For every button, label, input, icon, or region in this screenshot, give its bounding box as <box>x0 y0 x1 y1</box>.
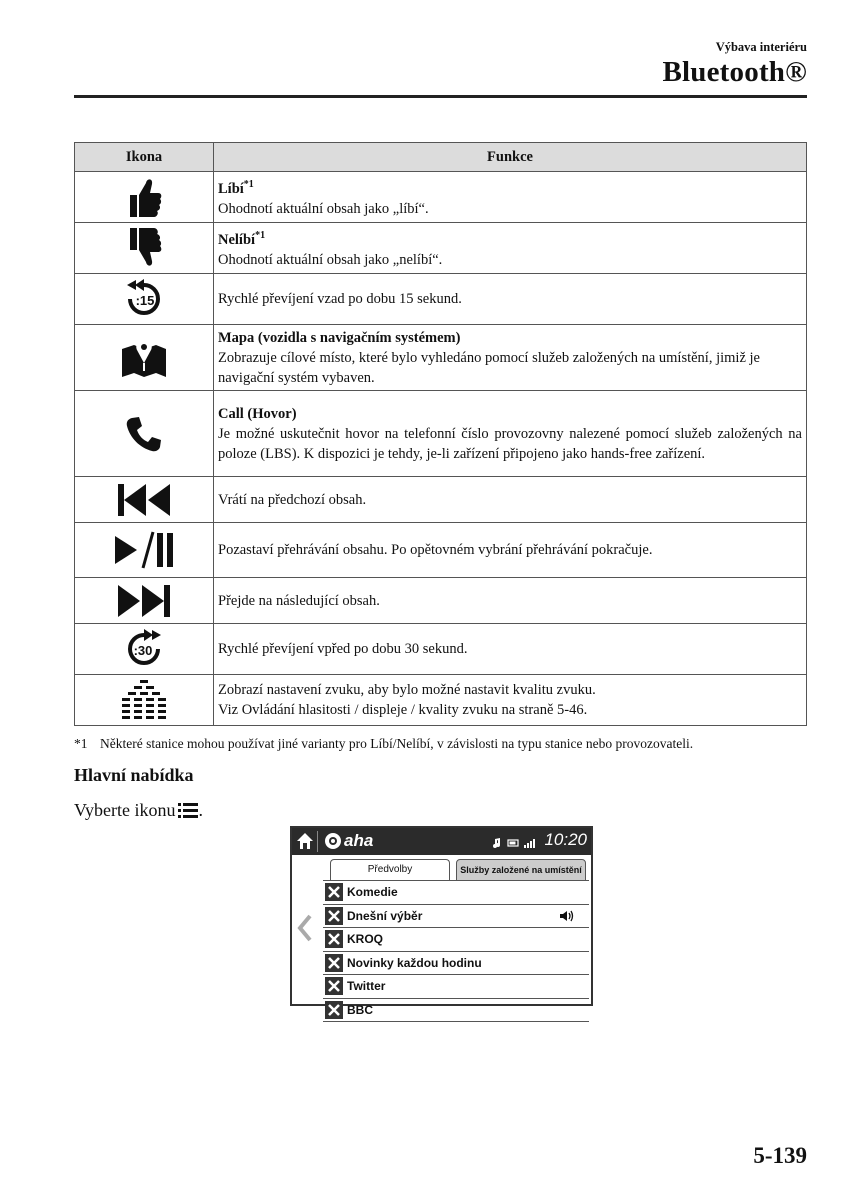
icon-cell <box>75 325 214 391</box>
thumbs-down-icon <box>126 226 162 270</box>
function-name: Nelíbí <box>218 231 256 248</box>
footnote-text: Některé stanice mohou používat jiné varianty pro Líbí/Nelíbí, v závislosti na typu stanice nebo provozovateli. <box>100 736 694 751</box>
clock: 10:20 <box>544 830 587 849</box>
function-text: Je možné uskutečnit hovor na telefonní číslo provozovny nalezené pomocí služeb založených na poloze (LBS). K dispozici je tehdy, je-li zařízení připojeno jako hands-free zařízení. <box>218 425 802 462</box>
function-text: Zobrazuje cílové místo, které bylo vyhledáno pomocí služeb založených na umístění, jimiž je navigační systém vybaven. <box>218 349 760 386</box>
description-cell <box>214 391 807 477</box>
forward-30-icon <box>124 629 164 669</box>
icon-cell <box>75 391 214 477</box>
function-table <box>74 142 807 726</box>
icon-cell <box>75 578 214 624</box>
top-bar <box>292 828 591 855</box>
description-cell <box>214 477 807 523</box>
footnote <box>74 736 693 752</box>
skip-next-icon <box>116 583 172 619</box>
icon-cell <box>75 274 214 325</box>
list-item-label: Novinky každou hodinu <box>347 955 482 970</box>
icon-cell <box>75 172 214 223</box>
function-text: Zobrazí nastavení zvuku, aby bylo možné nastavit kvalitu zvuku. <box>218 682 596 698</box>
function-text: Ohodnotí aktuální obsah jako „líbí“. <box>218 200 429 217</box>
list-item-label: Komedie <box>347 885 398 900</box>
function-text: Rychlé převíjení vzad po dobu 15 sekund. <box>218 291 462 307</box>
function-text: Rychlé převíjení vpřed po dobu 30 sekund. <box>218 641 468 657</box>
description-cell <box>214 624 807 675</box>
description-cell <box>214 223 807 274</box>
function-name: Líbí <box>218 180 244 197</box>
list-item[interactable] <box>323 880 589 905</box>
footnote-mark: *1 <box>74 736 88 751</box>
station-list <box>323 880 589 1022</box>
close-icon <box>325 883 343 901</box>
table-row <box>75 274 807 325</box>
description-cell <box>214 274 807 325</box>
footnote-ref: *1 <box>243 179 254 191</box>
list-item[interactable] <box>323 928 589 952</box>
description-cell <box>214 675 807 726</box>
table-row <box>75 172 807 223</box>
tab-location-services[interactable]: Služby založené na umístění <box>456 859 586 881</box>
phone-icon <box>124 414 164 454</box>
svg-text::15: :15 <box>135 293 155 308</box>
instruction-end: . <box>198 800 203 820</box>
table-row <box>75 391 807 477</box>
play-pause-icon <box>113 530 175 570</box>
close-icon <box>325 930 343 948</box>
description-cell <box>214 325 807 391</box>
description-cell <box>214 172 807 223</box>
home-icon[interactable] <box>296 832 314 850</box>
subheading: Hlavní nabídka <box>74 765 194 785</box>
list-item[interactable] <box>323 975 589 999</box>
close-icon <box>325 907 343 925</box>
tab-presets[interactable]: Předvolby <box>330 859 450 881</box>
speaker-icon <box>559 910 575 922</box>
footnote-ref: *1 <box>255 230 266 242</box>
skip-previous-icon <box>116 482 172 518</box>
instruction <box>74 800 203 821</box>
thumbs-up-icon <box>126 175 162 219</box>
table-row <box>75 578 807 624</box>
column-header-function: Funkce <box>214 143 807 172</box>
instruction-text: Vyberte ikonu <box>74 800 176 820</box>
table-row <box>75 477 807 523</box>
column-header-icon: Ikona <box>75 143 214 172</box>
rewind-15-icon <box>124 279 164 319</box>
page-number: 5-139 <box>753 1143 807 1168</box>
list-item-label: KROQ <box>347 932 383 947</box>
app-name: aha <box>344 831 374 850</box>
function-name: Call (Hovor) <box>218 405 297 422</box>
table-row <box>75 675 807 726</box>
function-text-reference: Viz Ovládání hlasitosti / displeje / kvality zvuku na straně 5-46. <box>218 702 588 718</box>
map-pin-icon <box>120 337 168 379</box>
table-row <box>75 624 807 675</box>
list-menu-icon <box>178 802 198 820</box>
icon-cell <box>75 477 214 523</box>
list-item[interactable] <box>323 952 589 976</box>
function-text: Přejde na následující obsah. <box>218 592 380 609</box>
icon-cell <box>75 523 214 578</box>
close-icon <box>325 1001 343 1019</box>
description-cell <box>214 523 807 578</box>
function-text: Ohodnotí aktuální obsah jako „nelíbí“. <box>218 251 443 268</box>
table-row <box>75 223 807 274</box>
icon-cell <box>75 675 214 726</box>
title-rule <box>74 95 807 98</box>
table-row <box>75 325 807 391</box>
list-item-label: Dnešní výběr <box>347 908 423 923</box>
description-cell <box>214 578 807 624</box>
table-header-row <box>75 143 807 172</box>
list-item[interactable] <box>323 905 589 929</box>
close-icon <box>325 954 343 972</box>
list-item-label: Twitter <box>347 979 386 994</box>
section-kicker: Výbava interiéru <box>715 40 807 54</box>
table-row <box>75 523 807 578</box>
svg-text::30: :30 <box>133 643 153 658</box>
aha-logo-icon <box>324 832 342 850</box>
status-icons <box>492 837 540 849</box>
equalizer-icon <box>120 678 168 722</box>
icon-cell <box>75 223 214 274</box>
function-text: Vrátí na předchozí obsah. <box>218 491 367 508</box>
function-name: Mapa (vozidla s navigačním systémem) <box>218 329 461 346</box>
list-item-label: BBC <box>347 1002 373 1017</box>
back-arrow-icon[interactable] <box>297 914 313 942</box>
list-item[interactable] <box>323 999 589 1023</box>
page-title: Bluetooth® <box>662 56 807 88</box>
close-icon <box>325 977 343 995</box>
aha-screen <box>290 826 593 1017</box>
icon-cell <box>75 624 214 675</box>
function-text: Pozastaví přehrávání obsahu. Po opětovném vybrání přehrávání pokračuje. <box>218 542 653 558</box>
top-bar-separator <box>317 831 318 852</box>
